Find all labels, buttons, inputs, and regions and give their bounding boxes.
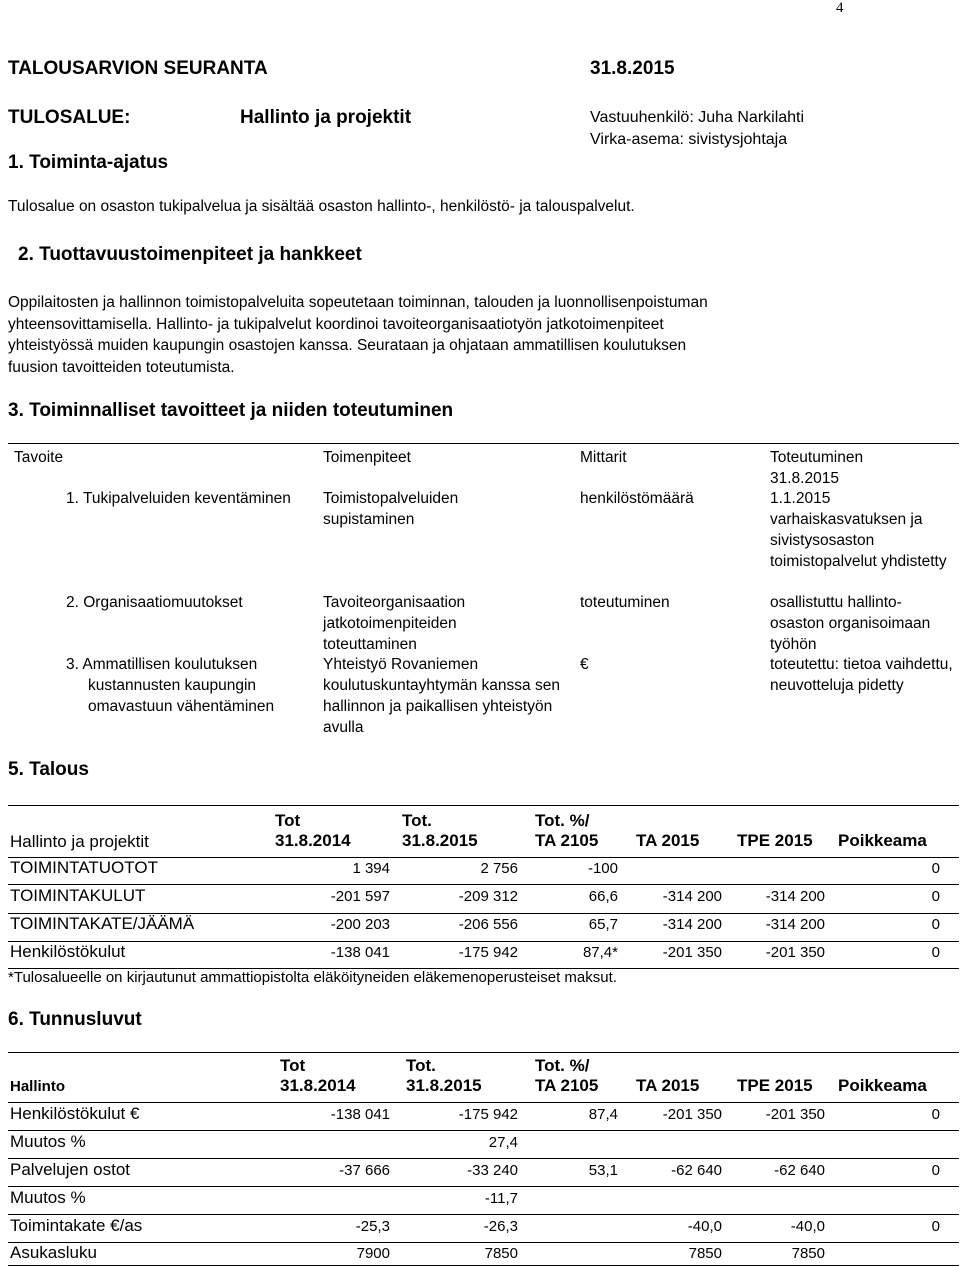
report-date: 31.8.2015 bbox=[590, 58, 675, 79]
tulosalue-value: Hallinto ja projektit bbox=[240, 107, 412, 128]
talous-cell: -138 041 bbox=[330, 944, 390, 961]
goal-row-3-action: Yhteistyö Rovaniemen koulutuskuntayhtymän kanssa sen hallinnon ja paikallisen yhteistyön avulla bbox=[323, 656, 560, 736]
talous-cell: -100 bbox=[587, 860, 618, 877]
talous-cell: 1 394 bbox=[352, 860, 390, 877]
talous-cell: -314 200 bbox=[765, 916, 825, 933]
goal-row-2-result: osallistuttu hallinto-osaston organisoimaan työhön bbox=[770, 594, 931, 653]
goal-row-3-goal: 3. Ammatillisen koulutuksen kustannusten kaupungin omavastuun vähentäminen bbox=[66, 656, 275, 715]
talous-row-label: Henkilöstökulut bbox=[10, 942, 126, 961]
tunnusluvut-cell: -201 350 bbox=[765, 1106, 825, 1123]
tunnusluvut-cell: 27,4 bbox=[488, 1134, 518, 1151]
talous-footnote: *Tulosalueelle on kirjautunut ammattiopistolta eläköityneiden eläkemenoperusteiset maksut. bbox=[8, 969, 617, 986]
tunnusluvut-header-1: Tot 31.8.2014 bbox=[280, 1056, 356, 1095]
talous-cell: -209 312 bbox=[458, 888, 518, 905]
goals-header-metrics: Mittarit bbox=[580, 449, 627, 466]
tunnusluvut-cell: -25,3 bbox=[355, 1218, 390, 1235]
talous-corner-label: Hallinto ja projektit bbox=[10, 832, 149, 851]
goals-header-result: Toteutuminen 31.8.2015 bbox=[770, 449, 864, 487]
paragraph-line: yhteistyössä muiden kaupungin osastojen kanssa. Seurataan ja ohjataan ammatillisen koulutuksen bbox=[8, 337, 687, 354]
talous-cell: -314 200 bbox=[662, 888, 722, 905]
goals-table-top-border bbox=[8, 443, 959, 444]
goals-header-actions: Toimenpiteet bbox=[323, 449, 411, 466]
talous-row-label: TOIMINTATUOTOT bbox=[10, 858, 158, 877]
talous-cell: 0 bbox=[931, 916, 940, 933]
talous-cell: 0 bbox=[931, 944, 940, 961]
goal-row-1-metric: henkilöstömäärä bbox=[580, 490, 694, 507]
tunnusluvut-cell: 0 bbox=[931, 1218, 940, 1235]
talous-cell: -314 200 bbox=[662, 916, 722, 933]
talous-cell: -201 350 bbox=[765, 944, 825, 961]
talous-row-label: TOIMINTAKULUT bbox=[10, 886, 146, 905]
tunnusluvut-header-4: TA 2015 bbox=[636, 1076, 700, 1095]
section-6-title: 6. Tunnusluvut bbox=[8, 1009, 142, 1030]
section-1-title: 1. Toiminta-ajatus bbox=[8, 152, 169, 173]
tunnusluvut-cell: -26,3 bbox=[483, 1218, 518, 1235]
goal-row-1-goal: 1. Tukipalveluiden keventäminen bbox=[66, 490, 291, 507]
talous-header-4: TA 2015 bbox=[636, 831, 700, 850]
tunnusluvut-header-5: TPE 2015 bbox=[737, 1076, 813, 1095]
tunnusluvut-cell: 7850 bbox=[791, 1245, 825, 1262]
tunnusluvut-row-label: Palvelujen ostot bbox=[10, 1160, 131, 1179]
tunnusluvut-cell: 7900 bbox=[356, 1245, 390, 1262]
tunnusluvut-cell: -62 640 bbox=[671, 1162, 722, 1179]
talous-cell: -200 203 bbox=[330, 916, 390, 933]
goal-row-1-action: Toimistopalveluiden supistaminen bbox=[323, 490, 459, 528]
talous-cell: -201 350 bbox=[662, 944, 722, 961]
section-2-paragraph bbox=[8, 292, 708, 378]
talous-cell: 65,7 bbox=[588, 916, 618, 933]
goal-row-2-goal: 2. Organisaatiomuutokset bbox=[66, 594, 243, 611]
tunnusluvut-row-label: Henkilöstökulut € bbox=[10, 1104, 140, 1123]
talous-row-label: TOIMINTAKATE/JÄÄMÄ bbox=[10, 914, 195, 933]
tunnusluvut-header-2: Tot. 31.8.2015 bbox=[406, 1056, 482, 1095]
talous-header-2: Tot. 31.8.2015 bbox=[402, 811, 478, 850]
talous-cell: -206 556 bbox=[458, 916, 518, 933]
tunnusluvut-cell: -37 666 bbox=[339, 1162, 390, 1179]
goals-header-goal: Tavoite bbox=[14, 449, 64, 466]
goal-row-1-result: 1.1.2015 varhaiskasvatuksen ja sivistysosaston toimistopalvelut yhdistetty bbox=[770, 490, 947, 570]
tunnusluvut-cell: -201 350 bbox=[662, 1106, 722, 1123]
tunnusluvut-row-label: Muutos % bbox=[10, 1188, 86, 1207]
tunnusluvut-cell: -40,0 bbox=[687, 1218, 722, 1235]
document-title: TALOUSARVION SEURANTA bbox=[8, 58, 268, 79]
talous-header-3: Tot. %/ TA 2105 bbox=[535, 811, 599, 850]
paragraph-line: yhteensovittamisella. Hallinto- ja tukipalvelut koordinoi tavoiteorganisaatiotyön jatkotoimenpiteet bbox=[8, 315, 664, 333]
talous-cell: -314 200 bbox=[765, 888, 825, 905]
talous-cell: 66,6 bbox=[588, 888, 618, 905]
tunnusluvut-cell: 87,4 bbox=[588, 1106, 618, 1123]
section-5-title: 5. Talous bbox=[8, 759, 89, 780]
goal-row-2-metric: toteutuminen bbox=[580, 594, 670, 611]
talous-cell: 0 bbox=[931, 888, 940, 905]
talous-header-6: Poikkeama bbox=[838, 831, 927, 850]
section-2-title: 2. Tuottavuustoimenpiteet ja hankkeet bbox=[18, 244, 362, 265]
goal-row-2-action: Tavoiteorganisaation jatkotoimenpiteiden toteuttaminen bbox=[323, 594, 466, 653]
talous-cell: -201 597 bbox=[330, 888, 390, 905]
talous-cell: 0 bbox=[931, 860, 940, 877]
tunnusluvut-cell: 0 bbox=[931, 1162, 940, 1179]
page-number: 4 bbox=[836, 0, 844, 16]
talous-cell: -175 942 bbox=[458, 944, 518, 961]
tunnusluvut-header-6: Poikkeama bbox=[838, 1076, 927, 1095]
tunnusluvut-cell: -40,0 bbox=[790, 1218, 825, 1235]
tulosalue-label: TULOSALUE: bbox=[8, 107, 131, 128]
section-3-title: 3. Toiminnalliset tavoitteet ja niiden toteutuminen bbox=[8, 400, 454, 421]
tunnusluvut-row-label: Asukasluku bbox=[10, 1243, 97, 1262]
tunnusluvut-cell: -175 942 bbox=[458, 1106, 518, 1123]
tunnusluvut-cell: -11,7 bbox=[484, 1190, 518, 1207]
talous-header-1: Tot 31.8.2014 bbox=[275, 811, 351, 850]
tunnusluvut-row-label: Toimintakate €/as bbox=[10, 1216, 143, 1235]
tunnusluvut-cell: 7850 bbox=[484, 1245, 518, 1262]
goal-row-3-metric: € bbox=[580, 656, 589, 673]
tunnusluvut-cell: 7850 bbox=[688, 1245, 722, 1262]
tunnusluvut-cell: 53,1 bbox=[588, 1162, 618, 1179]
tunnusluvut-cell: -62 640 bbox=[774, 1162, 825, 1179]
tunnusluvut-row-label: Muutos % bbox=[10, 1132, 86, 1151]
goal-row-3-result: toteutettu: tietoa vaihdettu, neuvotteluja pidetty bbox=[770, 656, 953, 694]
tunnusluvut-cell: -33 240 bbox=[467, 1162, 518, 1179]
talous-cell: 2 756 bbox=[480, 860, 518, 877]
paragraph-line: fuusion tavoitteiden toteutumista. bbox=[8, 358, 235, 376]
tunnusluvut-cell: 0 bbox=[931, 1106, 940, 1123]
talous-header-5: TPE 2015 bbox=[737, 831, 813, 850]
job-title: Virka-asema: sivistysjohtaja bbox=[590, 131, 788, 148]
tunnusluvut-corner-label: Hallinto bbox=[10, 1078, 65, 1095]
tunnusluvut-header-3: Tot. %/ TA 2105 bbox=[535, 1056, 599, 1095]
responsible-person: Vastuuhenkilö: Juha Narkilahti bbox=[590, 109, 805, 126]
tunnusluvut-cell: -138 041 bbox=[330, 1106, 390, 1123]
section-1-text: Tulosalue on osaston tukipalvelua ja sisältää osaston hallinto-, henkilöstö- ja talouspalvelut. bbox=[8, 198, 635, 215]
paragraph-line: Oppilaitosten ja hallinnon toimistopalveluita sopeutetaan toiminnan, talouden ja luonnollisenpoistuman bbox=[8, 294, 708, 311]
talous-cell: 87,4* bbox=[582, 944, 618, 961]
